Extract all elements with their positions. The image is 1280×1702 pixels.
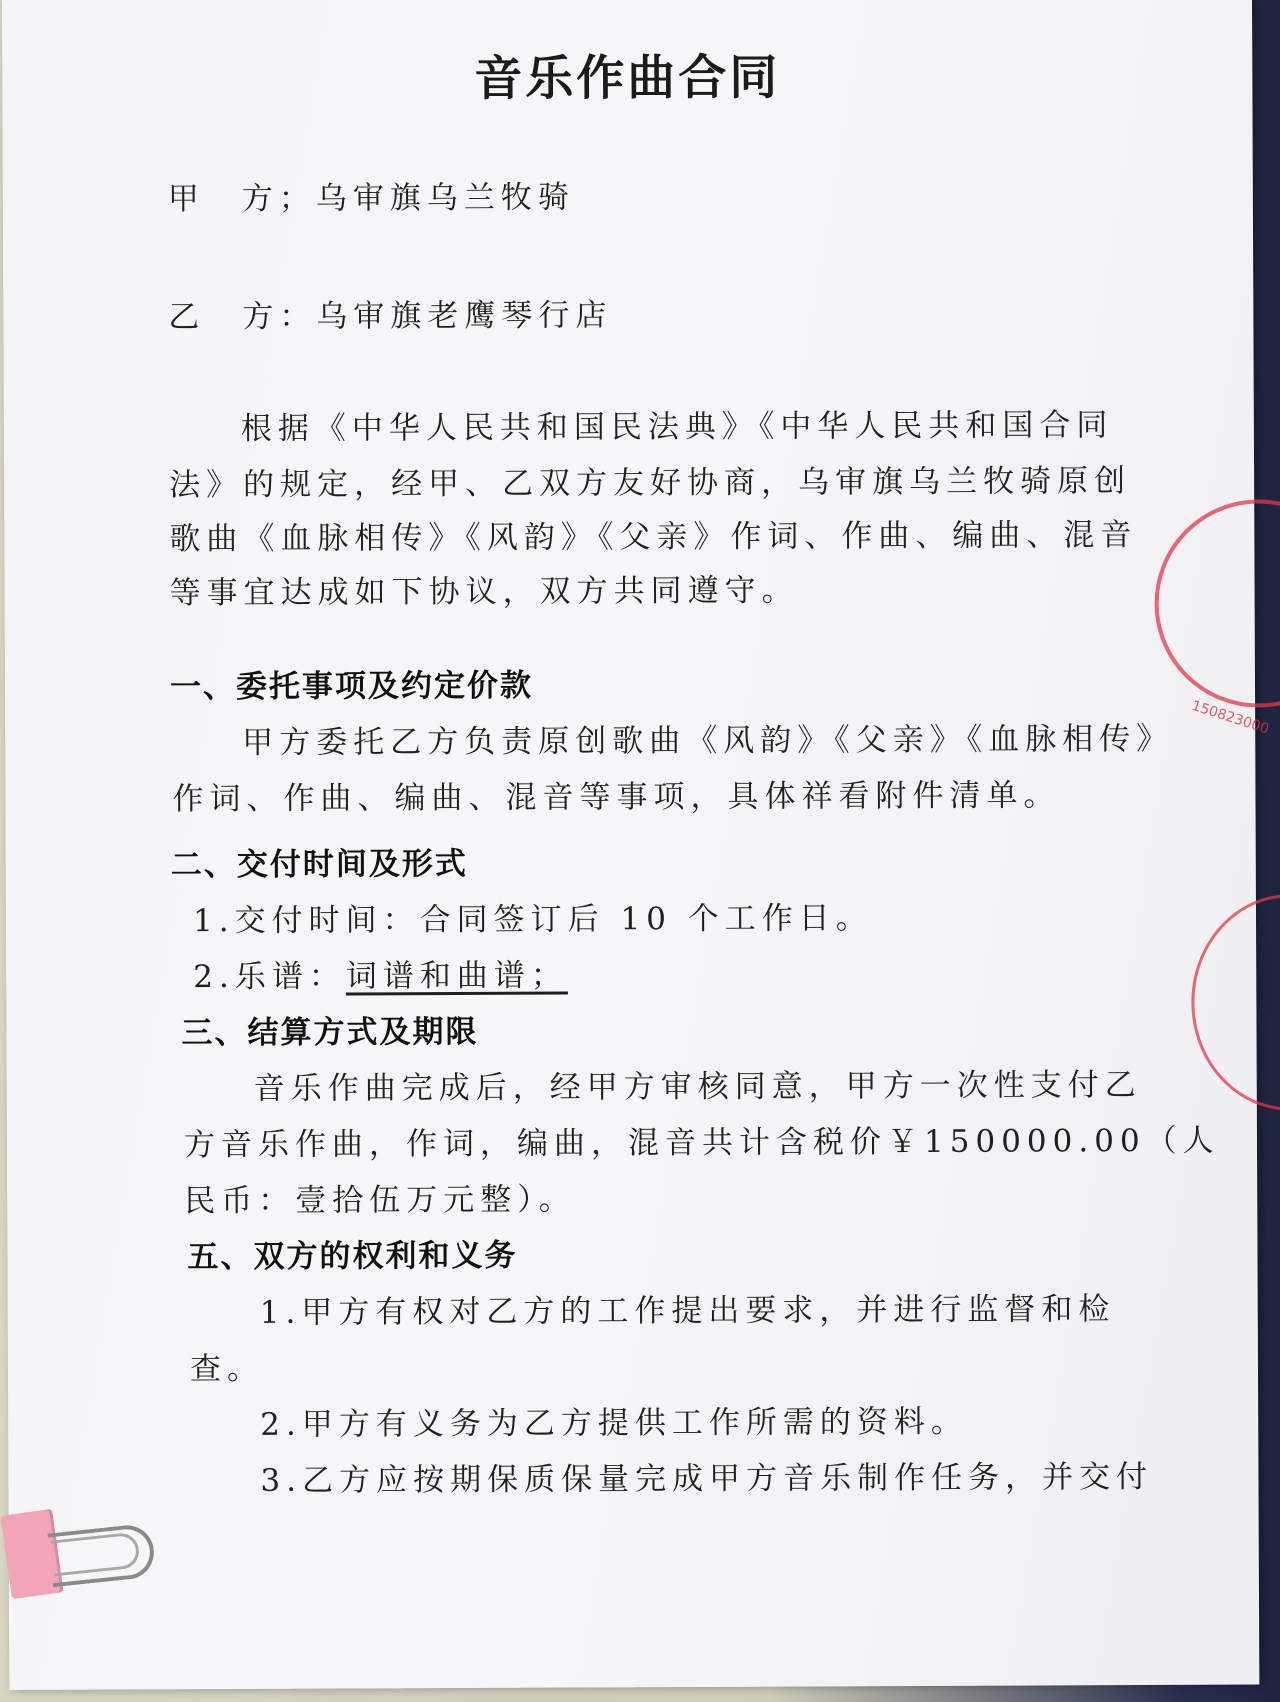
section1-line: 作词、作曲、编曲、混音等事项，具体祥看附件清单。 xyxy=(172,777,1061,818)
section-heading-2: 二、交付时间及形式 xyxy=(170,845,468,884)
preamble-line: 等事宜达成如下协议，双方共同遵守。 xyxy=(169,572,799,612)
section-heading-3: 三、结算方式及期限 xyxy=(181,1013,479,1052)
seal-number: 150823000 xyxy=(1189,697,1271,738)
section5-item1: 1.甲方有权对乙方的工作提出要求，并进行监督和检 xyxy=(259,1291,1116,1331)
party-b: 乙 方：乌审旗老鹰琴行店 xyxy=(168,297,613,336)
red-seal-stamp xyxy=(1154,499,1280,708)
section2-item1: 1.交付时间：合同签订后 10 个工作日。 xyxy=(192,900,873,940)
section3-line: 音乐作曲完成后，经甲方审核同意，甲方一次性支付乙 xyxy=(253,1067,1142,1107)
preamble-line: 法》的规定，经甲、乙双方友好协商，乌审旗乌兰牧骑原创 xyxy=(169,463,1132,504)
red-seal-stamp-2 xyxy=(1191,894,1280,1111)
section5-item2: 2.甲方有义务为乙方提供工作所需的资料。 xyxy=(260,1403,968,1443)
section5-item3: 3.乙方应按期保质保量完成甲方音乐制作任务，并交付 xyxy=(260,1458,1154,1499)
section3-line: 民币：壹拾伍万元整）。 xyxy=(184,1181,576,1220)
section1-line: 甲方委托乙方负责原创歌曲《风韵》《父亲》《血脉相传》 xyxy=(242,720,1174,761)
page-title: 音乐作曲合同 xyxy=(474,49,781,107)
section2-item2-label: 2.乐谱： xyxy=(193,958,346,996)
section2-item2 xyxy=(193,950,568,997)
section-heading-5: 五、双方的权利和义务 xyxy=(187,1237,518,1276)
contract-page xyxy=(2,0,1271,1690)
section3-line: 方音乐作曲，作词，编曲，混音共计含税价￥150000.00（人 xyxy=(183,1122,1220,1164)
section2-item2-value: 词谱和曲谱； xyxy=(345,957,568,995)
section-heading-1: 一、委托事项及约定价款 xyxy=(169,667,534,706)
party-a: 甲 方；乌审旗乌兰牧骑 xyxy=(167,179,575,218)
section5-item1-cont: 查。 xyxy=(189,1350,265,1388)
preamble-line: 根据《中华人民共和国民法典》《中华人民共和国合同 xyxy=(240,407,1114,447)
preamble-line: 歌曲《血脉相传》《风韵》《父亲》作词、作曲、编曲、混音 xyxy=(169,517,1138,558)
